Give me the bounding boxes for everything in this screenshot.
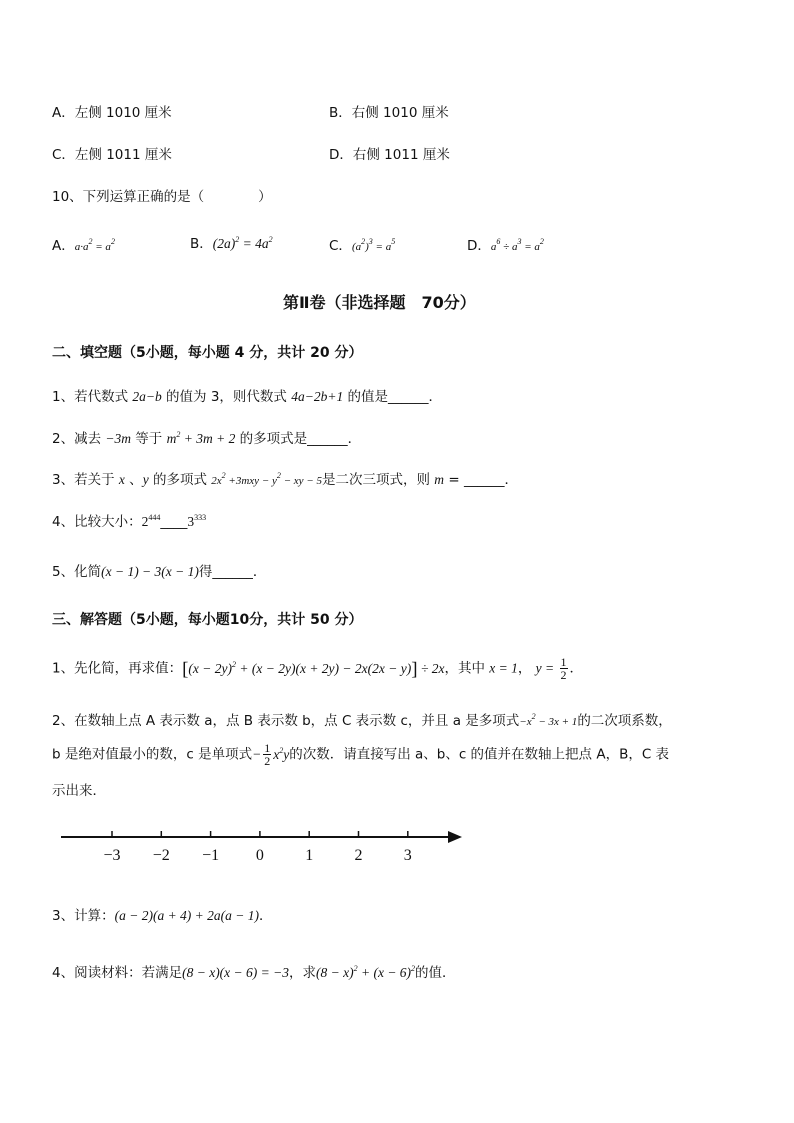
- q4-blank: ____: [160, 514, 188, 530]
- fill-section-heading: 二、填空题（5小题，每小题 4 分，共计 20 分）: [52, 345, 363, 361]
- sq2-line1: 2、在数轴上点 A 表示数 a，点 B 表示数 b，点 C 表示数 c，并且 a 是多项式: [52, 713, 520, 729]
- q5-prefix: 5、化简: [52, 564, 102, 580]
- q2-mid: 等于: [131, 431, 167, 447]
- solve-question-2-line-2: b 是绝对值最小的数，c 是单项式− $\frac{1}{2}$ $x^2y$的次数．请直接写出 a、b、c 的值并在数轴上把点 A，B，C 表: [52, 741, 670, 768]
- solve-question-2-line-1: 2、在数轴上点 A 表示数 a，点 B 表示数 b，点 C 表示数 c，并且 a 是多项式$-x^2 - 3x + 1$的二次项系数，: [52, 712, 672, 729]
- q3-suffix: ______．: [463, 472, 518, 488]
- fill-question-1: 1、若代数式 2a−b 的值为 3，则代数式 4a−2b+1 的值是______．: [52, 389, 443, 405]
- solve-section-heading: 三、解答题（5小题，每小题10分，共计 50 分）: [52, 612, 363, 628]
- solve-question-3: 3、计算：(a − 2)(a + 4) + 2a(a − 1)．: [52, 908, 273, 924]
- sq1-prefix: 1、先化简，再求值：: [52, 660, 183, 677]
- sq2-line2-b: 的次数．请直接写出 a、b、c 的值并在数轴上把点 A，B，C 表: [289, 746, 670, 763]
- number-line-arrow: [448, 831, 462, 843]
- sq4-end: 的值．: [415, 965, 456, 981]
- number-line-tick-label: −1: [202, 847, 220, 864]
- q1-mid: 的值为 3，则代数式: [161, 389, 292, 405]
- q10-option-c: C．$(a^2)^3 = a^5$: [329, 237, 396, 254]
- option-a: A．左侧 1010 厘米: [52, 105, 172, 121]
- sq2-line1-end: 的二次项系数，: [577, 713, 672, 729]
- fill-question-4: 4、比较大小：$2^{444}\_\_\_\_3^{333}$: [52, 513, 207, 530]
- q5-suffix: 得______．: [198, 564, 267, 580]
- q10-option-b-label: B．: [190, 236, 213, 252]
- q10-option-a: A．$a\cdot a^2 = a^2$: [52, 237, 115, 254]
- number-line-tick-label: −3: [103, 847, 121, 864]
- q3-prefix: 3、若关于: [52, 472, 119, 488]
- fill-question-3: 3、若关于 x 、y 的多项式 $2x^2 +3mxy - y^2$ − xy − 5是二次三项式，则 m = ______．: [52, 471, 518, 488]
- q2-suffix: 的多项式是______．: [235, 431, 362, 447]
- number-line-tick-label: 3: [403, 847, 412, 864]
- fill-question-2: 2、减去 −3m 等于 $m^2 + 3m + 2$ 的多项式是______．: [52, 430, 362, 447]
- solve-question-4: 4、阅读材料：若满足(8 − x)(x − 6) = −3，求$(8 - x)^2 + (x - 6)^2$的值．: [52, 964, 456, 981]
- q3-mid1: 、: [124, 472, 143, 488]
- q1-suffix: 的值是______．: [343, 389, 443, 405]
- option-b: B．右侧 1010 厘米: [329, 105, 449, 121]
- number-line-tick-label: 0: [255, 847, 264, 864]
- option-d: D．右侧 1011 厘米: [329, 147, 450, 163]
- number-line-tick-label: 2: [354, 847, 363, 864]
- q4-prefix: 4、比较大小：: [52, 514, 142, 530]
- sq4-prefix: 4、阅读材料：若满足: [52, 965, 183, 981]
- q10-option-a-label: A．: [52, 238, 75, 254]
- sq1-mid: ，其中: [444, 660, 485, 677]
- sq4-mid: ，求: [289, 965, 316, 981]
- sq3-prefix: 3、计算：: [52, 908, 115, 924]
- number-line-tick-label: −2: [152, 847, 170, 864]
- sq2-line2-a: b 是绝对值最小的数，c 是单项式: [52, 746, 253, 763]
- q3-mid2: 的多项式: [148, 472, 212, 488]
- number-line: [55, 822, 475, 868]
- solve-question-2-line-3: 示出来．: [52, 783, 106, 799]
- sq3-end: ．: [259, 908, 273, 924]
- solve-question-1: 1、先化简，再求值：$[(x - 2y)^2 + (x - 2y)(x + 2y) - 2x(2x - y)] \div 2x$，其中 x = 1， y = $\frac{1}{2}$ ．: [52, 655, 584, 682]
- fraction-one-half: $\frac{1}{2}$: [560, 655, 567, 682]
- fraction-one-half-monomial: $\frac{1}{2}$: [264, 741, 271, 768]
- sq1-end: ．: [569, 660, 584, 677]
- fill-question-5: 5、化简(x − 1) − 3(x − 1)得______．: [52, 564, 267, 580]
- q10-option-d: D．$a^6 \div a^3 = a^2$: [467, 237, 544, 254]
- q10-option-b: B．$(2a)^2 = 4a^2$: [190, 235, 273, 252]
- q10-option-d-label: D．: [467, 238, 491, 254]
- section-2-title: 第Ⅱ卷（非选择题 70分）: [283, 293, 476, 312]
- q1-prefix: 1、若代数式: [52, 389, 133, 405]
- sq1-sep: ，: [517, 660, 532, 677]
- option-c: C．左侧 1011 厘米: [52, 147, 172, 163]
- q10-option-c-label: C．: [329, 238, 352, 254]
- q3-mid3: 是二次三项式，则: [321, 472, 435, 488]
- number-line-tick-label: 1: [305, 847, 314, 864]
- question-10-stem: 10、下列运算正确的是（ ）: [52, 189, 272, 205]
- q2-prefix: 2、减去: [52, 431, 106, 447]
